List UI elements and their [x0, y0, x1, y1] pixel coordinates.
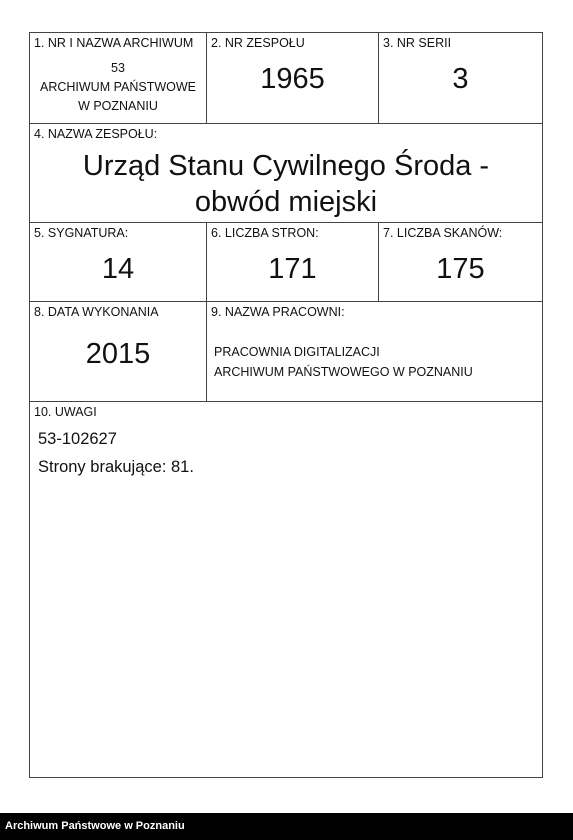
- series-number-label: 3. NR SERII: [383, 36, 452, 50]
- pages-count-value: 171: [268, 253, 317, 285]
- archive-label: 1. NR I NAZWA ARCHIWUM: [34, 36, 194, 50]
- series-number-cell: [378, 33, 542, 123]
- fonds-name-line2: obwód miejski: [194, 186, 378, 218]
- workshop-name-line2: ARCHIWUM PAŃSTWOWEGO W POZNANIU: [214, 365, 473, 379]
- workshop-label: 9. NAZWA PRACOWNI:: [211, 305, 345, 319]
- pages-count-label: 6. LICZBA STRON:: [211, 226, 319, 240]
- fonds-name-label: 4. NAZWA ZESPOŁU:: [34, 127, 158, 141]
- metadata-card: [29, 32, 543, 778]
- archive-name: [30, 59, 206, 116]
- notes-label: 10. UWAGI: [34, 405, 97, 419]
- series-number-value: 3: [452, 63, 469, 95]
- signature-value: 14: [101, 253, 135, 285]
- workshop-name-line1: PRACOWNIA DIGITALIZACJI: [214, 345, 380, 359]
- signature-label: 5. SYGNATURA:: [34, 226, 129, 240]
- notes-line2: Strony brakujące: 81.: [38, 458, 194, 476]
- fonds-name-line1: Urząd Stanu Cywilnego Środa -: [82, 150, 490, 182]
- fonds-number-value: 1965: [260, 63, 325, 95]
- scans-count-cell: [378, 222, 542, 301]
- signature-cell: [30, 222, 206, 301]
- workshop-name: [214, 342, 473, 382]
- notes-cell: [30, 401, 542, 777]
- scans-count-value: 175: [436, 253, 485, 285]
- scans-count-label: 7. LICZBA SKANÓW:: [383, 226, 503, 240]
- fonds-number-label: 2. NR ZESPOŁU: [211, 36, 305, 50]
- fonds-name: [30, 148, 542, 220]
- fonds-number-cell: [206, 33, 378, 123]
- notes-line1: 53-102627: [38, 430, 117, 448]
- archive-number: 53: [111, 61, 125, 75]
- date-made-cell: [30, 301, 206, 401]
- pages-count-cell: [206, 222, 378, 301]
- archive-name-line1: ARCHIWUM PAŃSTWOWE: [39, 80, 196, 94]
- workshop-cell: [206, 301, 542, 401]
- footer-text: Archiwum Państwowe w Poznaniu: [5, 820, 185, 832]
- date-made-value: 2015: [85, 338, 151, 370]
- date-made-label: 8. DATA WYKONANIA: [34, 305, 159, 319]
- archive-cell: [30, 33, 206, 123]
- footer-bar: [0, 813, 573, 840]
- fonds-name-cell: [30, 123, 542, 222]
- archive-name-line2: W POZNANIU: [78, 99, 158, 113]
